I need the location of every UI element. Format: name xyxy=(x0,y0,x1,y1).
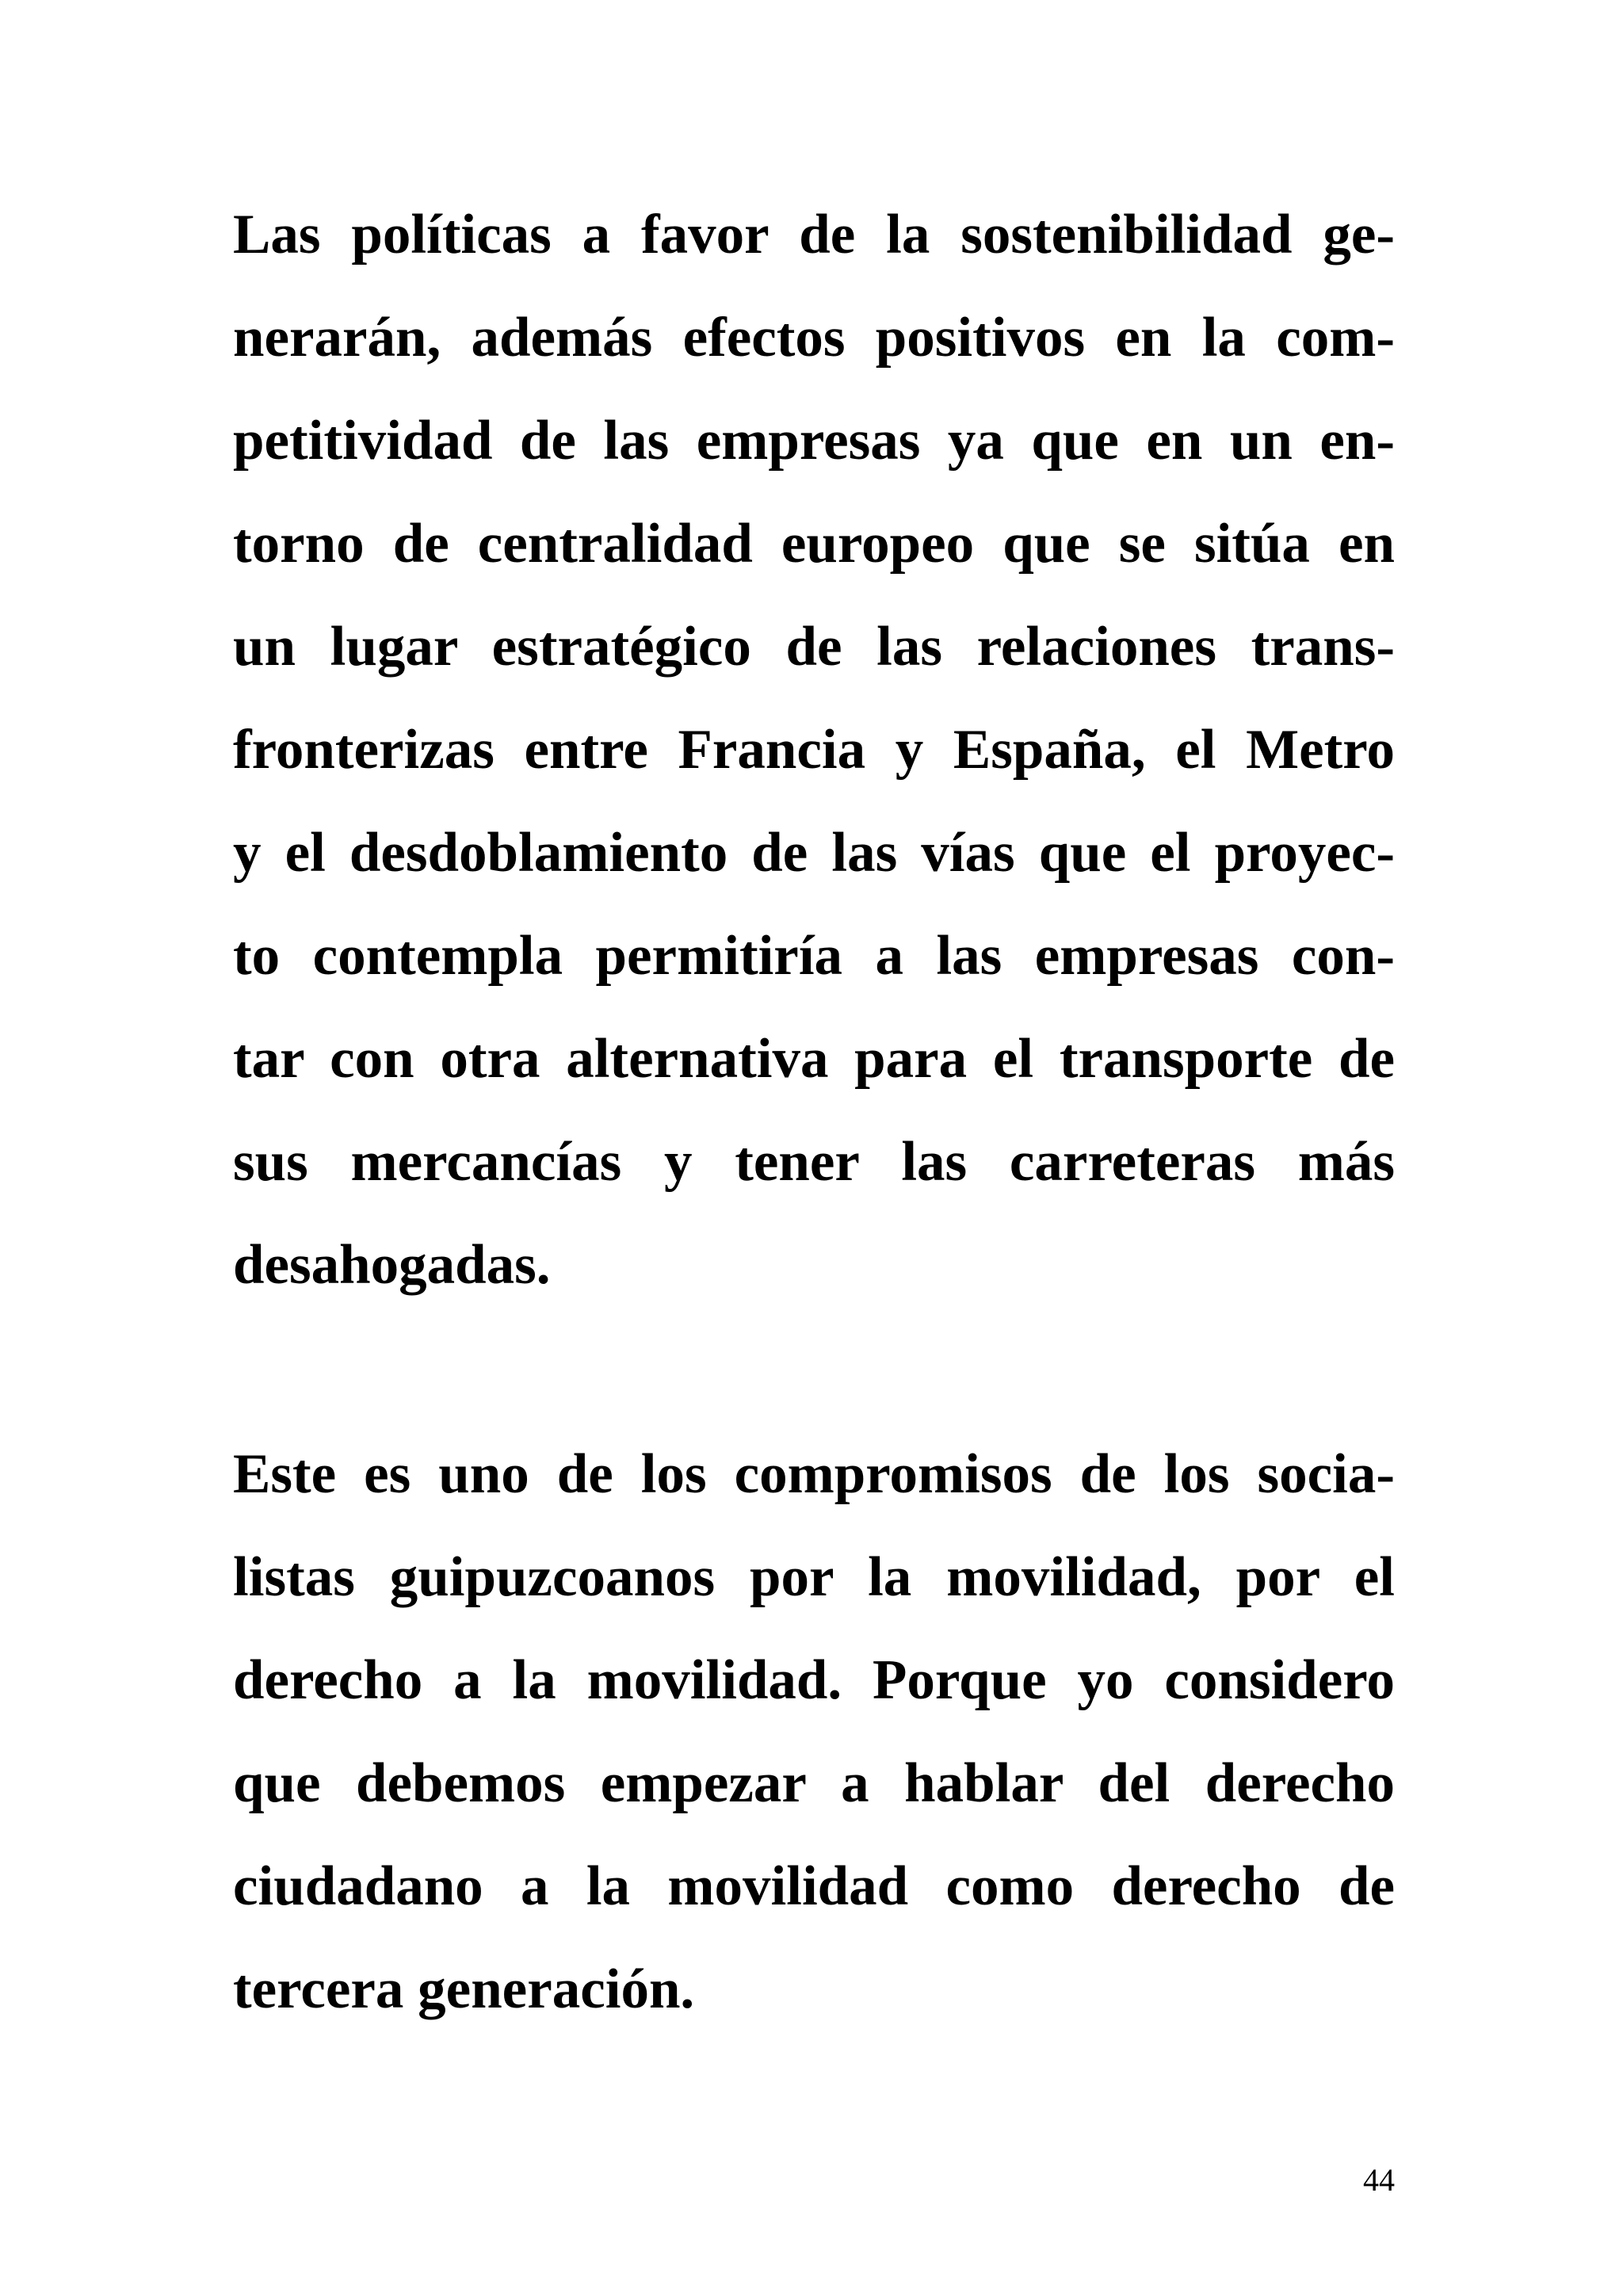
paragraph-2-line-4: que debemos empezar a hablar del derecho xyxy=(233,1752,1395,1814)
paragraph-2-line-5: ciudadano a la movilidad como derecho de xyxy=(233,1855,1395,1917)
paragraph-1-line-10: sus mercancías y tener las carreteras más xyxy=(233,1131,1395,1193)
paragraph-2-line-3: derecho a la movilidad. Porque yo considero xyxy=(233,1649,1395,1711)
paragraph-1-line-9: tar con otra alternativa para el transporte de xyxy=(233,1028,1395,1090)
paragraph-1-line-5: un lugar estratégico de las relaciones trans- xyxy=(233,616,1395,678)
paragraph-1-line-3: petitividad de las empresas ya que en un en- xyxy=(233,410,1395,472)
paragraph-1-line-7: y el desdoblamiento de las vías que el proyec- xyxy=(233,822,1395,884)
paragraph-1-line-8: to contempla permitiría a las empresas con- xyxy=(233,925,1395,987)
paragraph-2-line-6: tercera generación. xyxy=(233,1958,695,2020)
paragraph-1-line-1: Las políticas a favor de la sostenibilidad ge- xyxy=(233,204,1395,266)
paragraph-1-line-11: desahogadas. xyxy=(233,1234,551,1296)
paragraph-1-line-2: nerarán, además efectos positivos en la com- xyxy=(233,307,1395,369)
paragraph-2-line-2: listas guipuzcoanos por la movilidad, por el xyxy=(233,1546,1395,1608)
page-number: 44 xyxy=(1363,2162,1395,2198)
paragraph-1-line-4: torno de centralidad europeo que se sitúa en xyxy=(233,513,1395,575)
paragraph-2-line-1: Este es uno de los compromisos de los socia- xyxy=(233,1443,1395,1505)
paragraph-1-line-6: fronterizas entre Francia y España, el Metro xyxy=(233,719,1395,781)
